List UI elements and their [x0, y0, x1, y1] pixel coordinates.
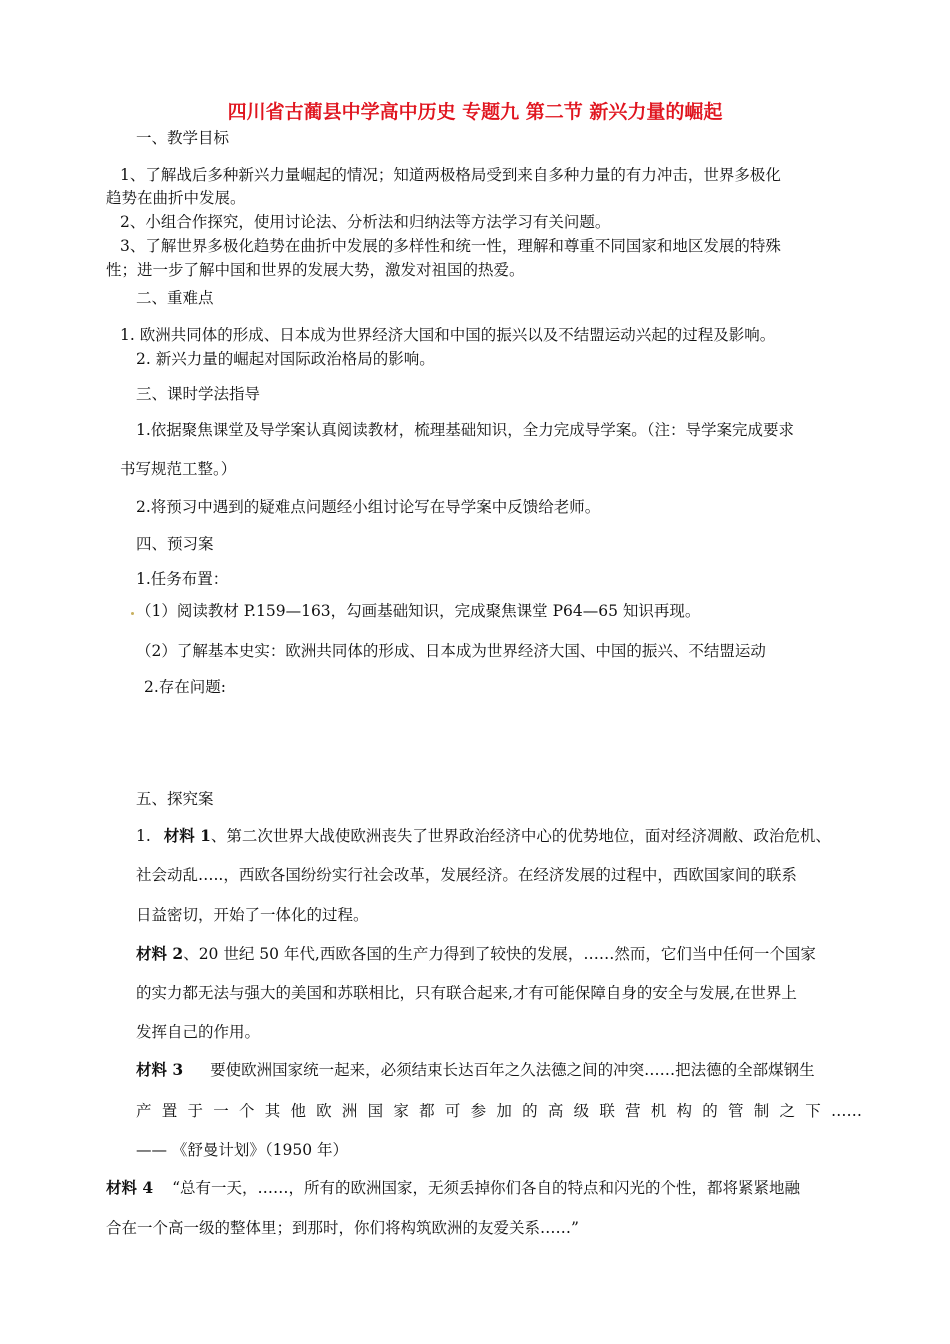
- method-1-line-2: 书写规范工整。）: [120, 460, 237, 478]
- goal-2: 2、小组合作探究，使用讨论法、分析法和归纳法等方法学习有关问题。: [120, 213, 611, 231]
- material-4-text: “总有一天，……，所有的欧洲国家，无须丢掉你们各自的特点和闪光的个性，都将紧紧地融: [172, 1179, 801, 1197]
- material-2-line-2: 的实力都无法与强大的美国和苏联相比，只有联合起来,才有可能保障自身的安全与发展,在世界上: [136, 984, 797, 1002]
- key-point-2: 2. 新兴力量的崛起对国际政治格局的影响。: [136, 350, 435, 368]
- method-1-line-1: 1.依据聚焦课堂及导学案认真阅读教材，梳理基础知识，全力完成导学案。（注：导学案完成要求: [136, 421, 795, 439]
- material-3-source: —— 《舒曼计划》（1950 年）: [136, 1141, 349, 1159]
- goal-3-line-1: 3、了解世界多极化趋势在曲折中发展的多样性和统一性，理解和尊重不同国家和地区发展的特殊: [120, 237, 781, 255]
- section-heading-method: 三、课时学法指导: [136, 385, 261, 403]
- goal-1-line-1: 1、了解战后多种新兴力量崛起的情况；知道两极格局受到来自多种力量的有力冲击，世界多极化: [120, 166, 781, 184]
- section-heading-key-points: 二、重难点: [136, 289, 214, 307]
- material-2-label: 材料 2: [136, 944, 184, 963]
- scan-speck: [131, 612, 134, 615]
- section-heading-preview: 四、预习案: [136, 535, 214, 553]
- material-1-line-2: 社会动乱…..，西欧各国纷纷实行社会改革，发展经济。在经济发展的过程中，西欧国家间的联系: [136, 866, 797, 884]
- material-3-line-1: [136, 1060, 815, 1080]
- goal-1-line-2: 趋势在曲折中发展。: [106, 189, 246, 207]
- existing-questions: 2.存在问题:: [144, 678, 227, 696]
- material-3-text: 要使欧洲国家统一起来，必须结束长达百年之久法德之间的冲突……把法德的全部煤钢生: [210, 1061, 815, 1079]
- material-4-label: 材料 4: [106, 1178, 154, 1197]
- key-point-1: 1. 欧洲共同体的形成、日本成为世界经济大国和中国的振兴以及不结盟运动兴起的过程及影响。: [120, 326, 776, 344]
- goal-3-line-2: 性；进一步了解中国和世界的发展大势，激发对祖国的热爱。: [106, 261, 525, 279]
- material-1-label: 材料 1: [163, 826, 211, 845]
- material-1-text: 、第二次世界大战使欧洲丧失了世界政治经济中心的优势地位，面对经济凋敝、政治危机、: [210, 827, 831, 845]
- material-3-label: 材料 3: [136, 1060, 184, 1079]
- task-2: （2）了解基本史实：欧洲共同体的形成、日本成为世界经济大国、中国的振兴、不结盟运动: [136, 642, 766, 660]
- section-heading-inquiry: 五、探究案: [136, 790, 214, 808]
- material-1-line-1: [136, 826, 831, 846]
- method-2: 2.将预习中遇到的疑难点问题经小组讨论写在导学案中反馈给老师。: [136, 498, 601, 516]
- material-2-line-1: [136, 944, 816, 964]
- material-1-line-3: 日益密切，开始了一体化的过程。: [136, 906, 369, 924]
- material-4-line-1: [106, 1178, 800, 1198]
- page-title: 四川省古蔺县中学高中历史 专题九 第二节 新兴力量的崛起: [227, 101, 723, 123]
- material-3-line-2: 产置于一个其他欧洲国家都可参加的高级联营机构的管制之下……: [136, 1102, 862, 1120]
- material-4-line-2: 合在一个高一级的整体里；到那时，你们将构筑欧洲的友爱关系……”: [106, 1219, 579, 1237]
- material-2-text: 、20 世纪 50 年代,西欧各国的生产力得到了较快的发展，……然而，它们当中任何一个国家: [183, 945, 816, 963]
- material-2-line-3: 发挥自己的作用。: [136, 1023, 261, 1041]
- task-1: （1）阅读教材 P.159—163，勾画基础知识，完成聚焦课堂 P64—65 知识再现。: [136, 602, 701, 620]
- task-assignment: 1.任务布置：: [136, 570, 229, 588]
- section-heading-goals: 一、教学目标: [136, 129, 230, 147]
- material-1-number: 1.: [136, 827, 151, 845]
